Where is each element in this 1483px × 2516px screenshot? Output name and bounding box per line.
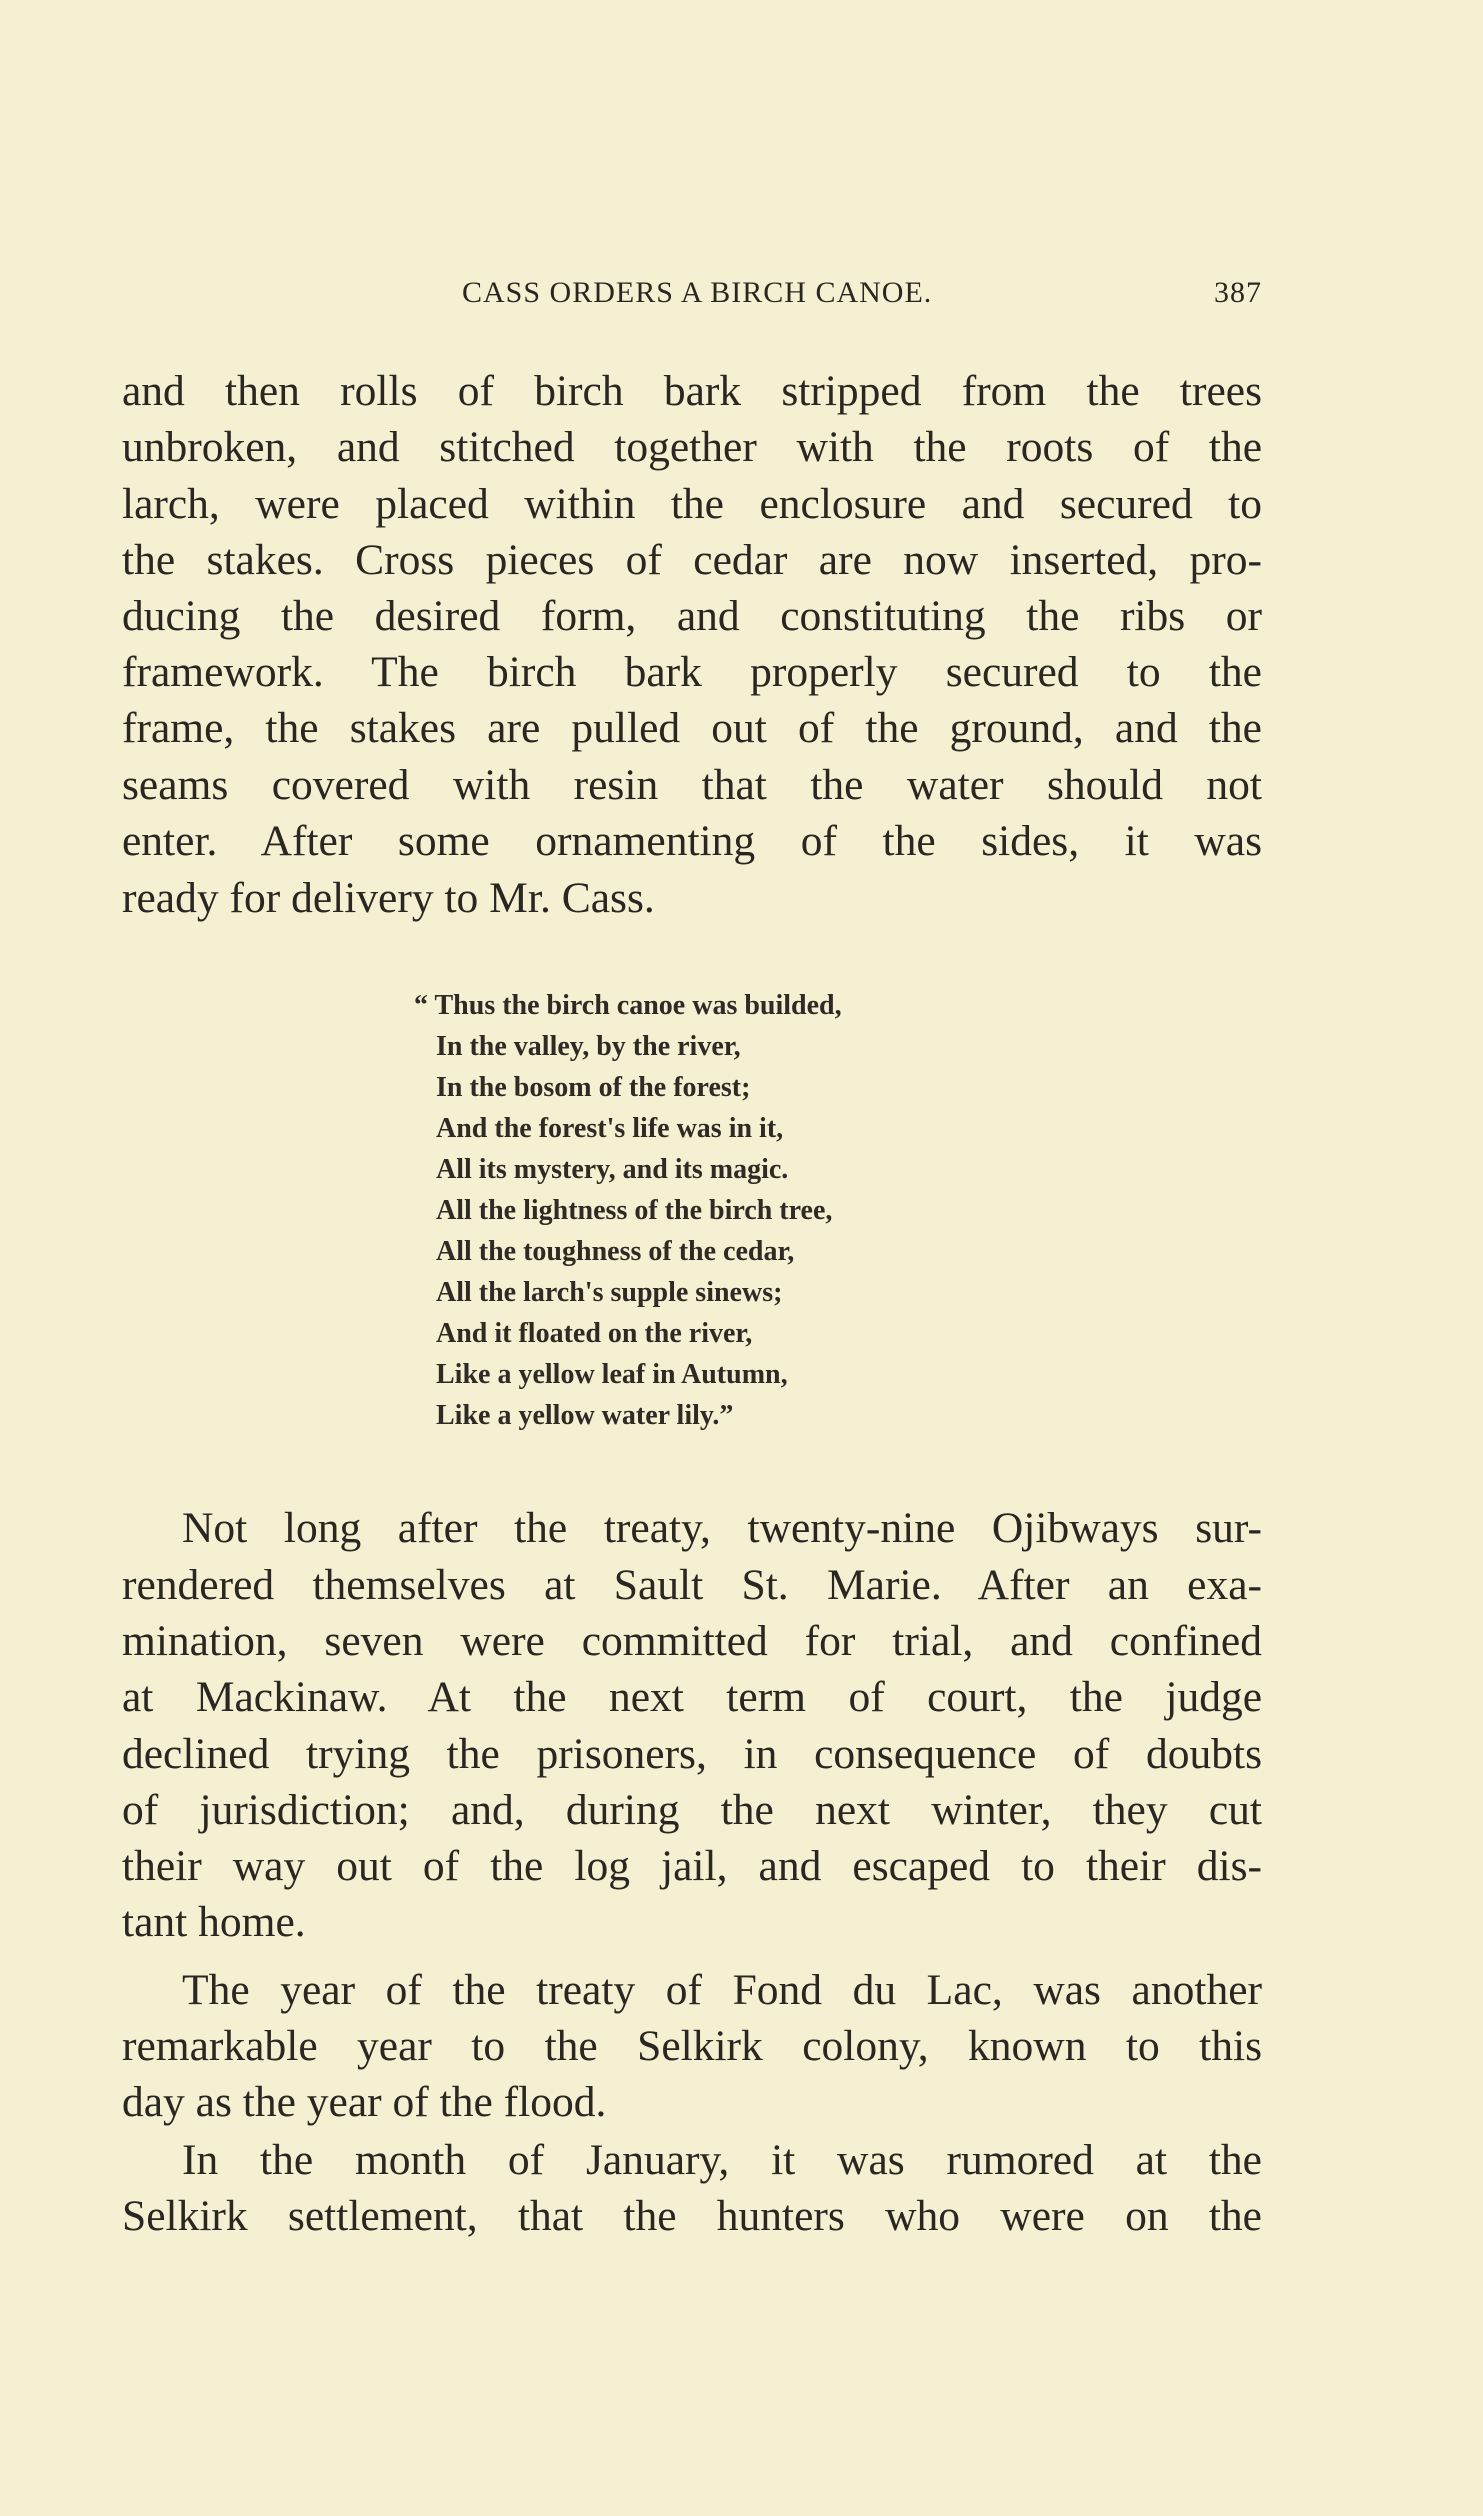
- poem-line-9: And it floated on the river,: [436, 1318, 753, 1349]
- poem-line-5: All its mystery, and its magic.: [436, 1154, 789, 1185]
- paragraph-4-line-2: Selkirk settlement, that the hunters who were on the: [122, 2192, 1262, 2240]
- poem-line-3: In the bosom of the forest;: [436, 1072, 751, 1103]
- paragraph-1-line-8: seams covered with resin that the water should not: [122, 761, 1262, 809]
- paragraph-1-line-3: larch, were placed within the enclosure and secured to: [122, 480, 1262, 528]
- poem-line-2: In the valley, by the river,: [436, 1031, 741, 1062]
- poem-line-1: “ Thus the birch canoe was builded,: [414, 990, 842, 1021]
- paragraph-2-line-8: tant home.: [122, 1898, 306, 1946]
- paragraph-2-line-3: mination, seven were committed for trial, and confined: [122, 1617, 1262, 1665]
- paragraph-2-line-7: their way out of the log jail, and escaped to their dis-: [122, 1842, 1262, 1890]
- poem-line-11: Like a yellow water lily.”: [436, 1400, 734, 1431]
- running-head: [122, 276, 1262, 316]
- paragraph-1-line-7: frame, the stakes are pulled out of the ground, and the: [122, 704, 1262, 752]
- poem-line-4: And the forest's life was in it,: [436, 1113, 784, 1144]
- poem-line-6: All the lightness of the birch tree,: [436, 1195, 833, 1226]
- paragraph-1-line-5: ducing the desired form, and constituting the ribs or: [122, 592, 1262, 640]
- paragraph-1-line-1: and then rolls of birch bark stripped from the trees: [122, 367, 1262, 415]
- paragraph-4-line-1: In the month of January, it was rumored at the: [182, 2136, 1262, 2184]
- paragraph-3-line-3: day as the year of the flood.: [122, 2078, 607, 2126]
- poem-line-7: All the toughness of the cedar,: [436, 1236, 795, 1267]
- running-title: CASS ORDERS A BIRCH CANOE.: [462, 276, 933, 309]
- paragraph-2-line-5: declined trying the prisoners, in consequence of doubts: [122, 1730, 1262, 1778]
- paragraph-3-line-2: remarkable year to the Selkirk colony, known to this: [122, 2022, 1262, 2070]
- paragraph-2-line-6: of jurisdiction; and, during the next winter, they cut: [122, 1786, 1262, 1834]
- paragraph-1-line-4: the stakes. Cross pieces of cedar are now inserted, pro-: [122, 536, 1262, 584]
- paragraph-3-line-1: The year of the treaty of Fond du Lac, was another: [182, 1966, 1262, 2014]
- paragraph-2-line-1: Not long after the treaty, twenty-nine Ojibways sur-: [182, 1504, 1262, 1552]
- poem-line-10: Like a yellow leaf in Autumn,: [436, 1359, 788, 1390]
- paragraph-1-line-9: enter. After some ornamenting of the sides, it was: [122, 817, 1262, 865]
- poem-line-8: All the larch's supple sinews;: [436, 1277, 783, 1308]
- paragraph-1-line-10: ready for delivery to Mr. Cass.: [122, 874, 655, 922]
- paragraph-1-line-6: framework. The birch bark properly secured to the: [122, 648, 1262, 696]
- paragraph-2-line-2: rendered themselves at Sault St. Marie. After an exa-: [122, 1561, 1262, 1609]
- paragraph-1-line-2: unbroken, and stitched together with the roots of the: [122, 423, 1262, 471]
- page-number: 387: [1214, 276, 1262, 309]
- paragraph-2-line-4: at Mackinaw. At the next term of court, the judge: [122, 1673, 1262, 1721]
